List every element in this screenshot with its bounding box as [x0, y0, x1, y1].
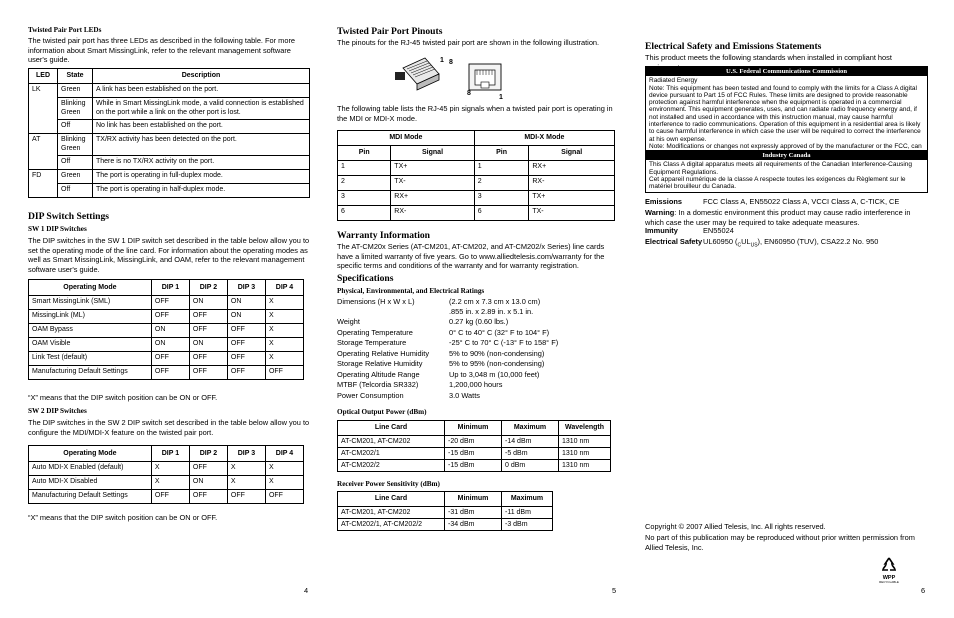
table-cell: X: [265, 324, 303, 338]
sw1-intro: The DIP switches in the SW 1 DIP switch set described in the table below allow you to set the operating mode of the line card. For information about the operating modes as well as Smart MissingLink, MissingLink, and OAM, refer to the relevant management software user's guide.: [28, 236, 310, 274]
table-cell: OFF: [265, 490, 303, 504]
table-row: [29, 338, 304, 352]
leds-intro: The twisted pair port has three LEDs as described in the following table. For more information about Smart MissingLink, refer to the relevant management software user's guide.: [28, 36, 296, 65]
spec-row: [337, 380, 502, 390]
spec-value: 5% to 90% (non-condensing): [449, 348, 545, 358]
table-row: [29, 476, 304, 490]
column-header: Minimum: [445, 421, 502, 436]
table-cell: OFF: [189, 490, 227, 504]
pin-table: [337, 130, 615, 221]
column-header: DIP 1: [151, 280, 189, 296]
column-header: Minimum: [445, 492, 502, 507]
table-row: [338, 191, 615, 206]
recycle-logo: [877, 557, 901, 584]
table-cell: RX-: [391, 206, 474, 221]
table-cell: 2: [474, 176, 529, 191]
spec-label: MTBF (Telcordia SR332): [337, 380, 419, 389]
table-cell: 1310 nm: [559, 460, 611, 472]
reproduction-notice: No part of this publication may be reproduced without prior written permission from Allied Telesis, Inc.: [645, 533, 915, 552]
led-name: FD: [29, 170, 58, 198]
safety-value: UL60950 $(_CUL_{US})$, EN60950 (TUV), CSA22.2 No. 950: [703, 237, 879, 249]
spec-value: -25° C to 70° C (-13° F to 158° F): [449, 338, 559, 347]
spec-row: [337, 317, 508, 327]
spec-row: [337, 338, 558, 348]
leds-heading: Twisted Pair Port LEDs: [28, 26, 102, 34]
sw2-heading: SW 2 DIP Switches: [28, 407, 87, 415]
table-cell: OFF: [227, 338, 265, 352]
spec-row: [337, 297, 540, 316]
table-cell: -15 dBm: [445, 448, 502, 460]
rj45-jack-icon: [469, 64, 501, 90]
spec-row: [337, 370, 539, 380]
page-number: 4: [304, 586, 309, 595]
column-header: Signal: [391, 146, 474, 161]
table-row: [338, 519, 553, 531]
led-table: [28, 68, 310, 198]
table-row: [338, 436, 611, 448]
logo-text: WPP: [882, 574, 896, 581]
mdi-mode-header: MDI Mode: [338, 131, 475, 146]
table-cell: -34 dBm: [445, 519, 502, 531]
table-row: [338, 206, 615, 221]
table-cell: AT-CM201, AT-CM202: [338, 507, 445, 519]
table-cell: 1310 nm: [559, 436, 611, 448]
table-cell: Manufacturing Default Settings: [29, 366, 152, 380]
ic-text-en: This Class A digital apparatus meets all requirements of the Canadian Interference-Causing Equipment Regulations.: [649, 161, 913, 176]
table-cell: OFF: [151, 352, 189, 366]
warning-label: Warning: [645, 208, 675, 217]
column-header: DIP 3: [227, 446, 265, 462]
led-state: Blinking Green: [58, 134, 93, 156]
spec-label: Storage Temperature: [337, 338, 407, 347]
table-cell: X: [265, 310, 303, 324]
ic-text-fr: Cet appareil numérique de la classe A respecte toutes les exigences du Règlement sur le matériel brouilleur du Canada.: [649, 175, 906, 191]
table-row: [29, 352, 304, 366]
table-row: [29, 324, 304, 338]
recycle-icon: [880, 557, 898, 573]
table-cell: ON: [151, 338, 189, 352]
spec-row: [337, 359, 544, 369]
optical-heading: Optical Output Power (dBm): [337, 408, 427, 416]
column-header: Pin: [474, 146, 529, 161]
mdix-mode-header: MDI-X Mode: [474, 131, 614, 146]
spec-label: Weight: [337, 317, 360, 326]
plug-pin-1: 1: [440, 57, 444, 64]
spec-value: 5% to 95% (non-condensing): [449, 359, 545, 368]
table-cell: TX+: [391, 161, 474, 176]
table-cell: 2: [338, 176, 391, 191]
led-description: The port is operating in full-duplex mode.: [93, 170, 310, 184]
jack-pin-1: 1: [499, 94, 503, 100]
table-cell: -14 dBm: [502, 436, 559, 448]
table-row: [29, 462, 304, 476]
pin-intro: The following table lists the RJ-45 pin signals when a twisted pair port is operating in the MDI or MDI-X mode.: [337, 104, 613, 123]
led-row: [29, 156, 310, 170]
column-header: State: [58, 69, 93, 84]
receiver-table: [337, 491, 553, 531]
table-cell: -20 dBm: [445, 436, 502, 448]
warning-paragraph: [645, 208, 927, 227]
column-header: DIP 2: [189, 280, 227, 296]
table-cell: Manufacturing Default Settings: [29, 490, 152, 504]
dip-heading: DIP Switch Settings: [28, 211, 110, 222]
table-row: [29, 310, 304, 324]
column-header: Maximum: [502, 492, 553, 507]
table-cell: AT-CM202/2: [338, 460, 445, 472]
led-description: While in Smart MissingLink mode, a valid connection is established on the port while a link on the other port is lost.: [93, 98, 310, 120]
emissions-intro: This product meets the following standards when installed in compliant host: [645, 53, 892, 62]
column-header: Description: [93, 69, 310, 84]
safety-label: Electrical Safety: [645, 237, 703, 246]
table-cell: OFF: [189, 462, 227, 476]
table-row: [29, 296, 304, 310]
column-header: Line Card: [338, 492, 445, 507]
specs-heading: Specifications: [337, 273, 394, 284]
table-cell: OFF: [189, 352, 227, 366]
sw2-table: [28, 445, 304, 504]
table-cell: 1310 nm: [559, 448, 611, 460]
table-cell: Auto MDI-X Disabled: [29, 476, 152, 490]
led-description: A link has been established on the port.: [93, 84, 310, 98]
sw1-table: [28, 279, 304, 380]
column-header: Signal: [529, 146, 615, 161]
table-cell: OFF: [227, 366, 265, 380]
table-cell: OAM Visible: [29, 338, 152, 352]
spec-row: [337, 391, 480, 401]
column-header: DIP 4: [265, 446, 303, 462]
table-cell: X: [265, 352, 303, 366]
pinouts-intro: The pinouts for the RJ-45 twisted pair port are shown in the following illustration.: [337, 38, 600, 47]
column-header: Line Card: [338, 421, 445, 436]
table-cell: 1: [338, 161, 391, 176]
warning-text: : In a domestic environment this product may cause radio interference in which case the user may be required to take adequate measures.: [645, 208, 911, 227]
table-cell: 1: [474, 161, 529, 176]
led-state: Off: [58, 120, 93, 134]
table-cell: TX+: [529, 191, 615, 206]
column-header: Pin: [338, 146, 391, 161]
warranty-text: The AT-CM20x Series (AT-CM201, AT-CM202, and AT-CM202/x Series) line cards have a limited warranty of five years. Go to www.alliedtelesis.com/warranty for the specific terms and conditions of the warranty and for warranty registration.: [337, 242, 605, 271]
spec-value: Up to 3,048 m (10,000 feet): [449, 369, 540, 379]
spec-label: Dimensions (H x W x L): [337, 297, 415, 306]
pinouts-heading: Twisted Pair Port Pinouts: [337, 26, 443, 37]
table-cell: -15 dBm: [445, 460, 502, 472]
table-cell: ON: [227, 296, 265, 310]
spec-label: Storage Relative Humidity: [337, 359, 423, 368]
table-cell: 6: [338, 206, 391, 221]
led-name: LK: [29, 84, 58, 134]
table-row: [338, 176, 615, 191]
table-cell: -11 dBm: [502, 507, 553, 519]
table-cell: X: [227, 476, 265, 490]
fcc-statement-box: [645, 66, 928, 160]
table-cell: X: [265, 476, 303, 490]
led-state: Green: [58, 84, 93, 98]
table-cell: OAM Bypass: [29, 324, 152, 338]
table-cell: OFF: [227, 324, 265, 338]
table-cell: ON: [227, 310, 265, 324]
spec-row: [337, 349, 544, 359]
table-row: [29, 366, 304, 380]
spec-label: Power Consumption: [337, 390, 404, 400]
spec-value: 1,200,000 hours: [449, 380, 503, 389]
table-cell: OFF: [189, 366, 227, 380]
table-cell: -31 dBm: [445, 507, 502, 519]
sw1-heading: SW 1 DIP Switches: [28, 225, 87, 233]
table-cell: X: [265, 462, 303, 476]
table-cell: ON: [189, 296, 227, 310]
led-state: Green: [58, 170, 93, 184]
ic-title: Industry Canada: [646, 151, 927, 160]
led-state: Blinking Green: [58, 98, 93, 120]
column-header: LED: [29, 69, 58, 84]
column-header: Maximum: [502, 421, 559, 436]
copyright: Copyright © 2007 Allied Telesis, Inc. All rights reserved.: [645, 522, 826, 531]
immunity-value: EN55024: [703, 226, 734, 235]
plug-pin-8: 8: [449, 59, 453, 66]
phys-heading: Physical, Environmental, and Electrical Ratings: [337, 287, 485, 295]
table-cell: OFF: [189, 310, 227, 324]
table-cell: AT-CM202/1: [338, 448, 445, 460]
table-cell: RX+: [391, 191, 474, 206]
led-row: [29, 184, 310, 198]
led-row: [29, 120, 310, 134]
fcc-note: Note: This equipment has been tested and found to comply with the limits for a Class A digital device pursuant to Part 15 of FCC Rules. These limits are designed to provide reasonable protection against harmful interference when the equipment is operated in a commercial environment. This equipment generates, uses, and can radiate radio frequency energy and, if not installed and used in accordance with this instruction manual, may cause harmful interference to radio communications. Operation of this equipment in a residential area is likely to cause harmful interference in which case the user will be required to correct the interference at his own expense.: [649, 84, 921, 143]
emissions-label: Emissions: [645, 197, 682, 206]
table-cell: 6: [474, 206, 529, 221]
led-description: TX/RX activity has been detected on the port.: [93, 134, 310, 156]
table-row: [338, 448, 611, 460]
table-cell: OFF: [189, 324, 227, 338]
spec-value: (2.2 cm x 7.3 cm x 13.0 cm): [449, 297, 541, 306]
spec-row: [337, 328, 549, 338]
spec-label: Operating Temperature: [337, 327, 413, 337]
table-cell: OFF: [227, 490, 265, 504]
industry-canada-box: [645, 150, 928, 193]
spec-label: Operating Altitude Range: [337, 369, 420, 379]
sw1-note: “X” means that the DIP switch position can be ON or OFF.: [28, 393, 218, 402]
table-cell: OFF: [227, 352, 265, 366]
immunity-label: Immunity: [645, 226, 678, 235]
table-cell: 0 dBm: [502, 460, 559, 472]
led-description: No link has been established on the port.: [93, 120, 310, 134]
led-state: Off: [58, 184, 93, 198]
spec-value: 0.27 kg (0.60 lbs.): [449, 317, 509, 326]
page-number: 5: [612, 586, 617, 595]
jack-pin-8: 8: [467, 90, 471, 97]
table-cell: RX-: [529, 176, 615, 191]
column-header: DIP 1: [151, 446, 189, 462]
table-cell: 3: [474, 191, 529, 206]
column-header: DIP 4: [265, 280, 303, 296]
table-cell: TX-: [391, 176, 474, 191]
fcc-title: U.S. Federal Communications Commission: [646, 67, 927, 76]
led-description: The port is operating in half-duplex mode.: [93, 184, 310, 198]
optical-table: [337, 420, 611, 472]
table-cell: AT-CM202/1, AT-CM202/2: [338, 519, 445, 531]
table-cell: X: [227, 462, 265, 476]
rj45-plug-icon: [395, 58, 439, 90]
table-row: [338, 460, 611, 472]
fcc-radiated-energy: Radiated Energy: [649, 77, 698, 85]
table-cell: X: [265, 296, 303, 310]
logo-subtext: RECYCLABLE: [879, 580, 899, 585]
led-row: [29, 134, 310, 156]
spec-value: 0° C to 40° C (32° F to 104° F): [449, 327, 550, 337]
table-row: [29, 490, 304, 504]
fcc-modification-note: Note: Modifications or changes not expressly approved of by the manufacturer or the FCC, can: [649, 142, 922, 150]
table-cell: OFF: [151, 490, 189, 504]
led-row: [29, 84, 310, 98]
column-header: Operating Mode: [29, 280, 152, 296]
emissions-row: [645, 197, 899, 207]
table-cell: OFF: [265, 366, 303, 380]
table-row: [338, 161, 615, 176]
table-cell: AT-CM201, AT-CM202: [338, 436, 445, 448]
receiver-heading: Receiver Power Sensitivity (dBm): [337, 480, 440, 488]
spec-value: 3.0 Watts: [449, 390, 480, 400]
table-cell: ON: [189, 476, 227, 490]
page-number: 6: [921, 586, 926, 595]
table-cell: 3: [338, 191, 391, 206]
led-description: There is no TX/RX activity on the port.: [93, 156, 310, 170]
table-row: [338, 507, 553, 519]
table-cell: ON: [151, 324, 189, 338]
sw2-intro: The DIP switches in the SW 2 DIP switch set described in the table below allow you to configure the MDI/MDI-X feature on the twisted pair port.: [28, 418, 310, 437]
table-cell: -3 dBm: [502, 519, 553, 531]
column-header: DIP 3: [227, 280, 265, 296]
emissions-heading: Electrical Safety and Emissions Statements: [645, 41, 822, 52]
table-cell: X: [151, 462, 189, 476]
table-cell: Auto MDI-X Enabled (default): [29, 462, 152, 476]
led-row: [29, 170, 310, 184]
rj45-illustration: [395, 52, 515, 100]
column-header: Operating Mode: [29, 446, 152, 462]
immunity-row: [645, 226, 734, 236]
table-cell: RX+: [529, 161, 615, 176]
column-header: DIP 2: [189, 446, 227, 462]
safety-row: [645, 237, 878, 249]
table-cell: X: [151, 476, 189, 490]
column-header: Wavelength: [559, 421, 611, 436]
table-cell: Smart MissingLink (SML): [29, 296, 152, 310]
table-cell: -5 dBm: [502, 448, 559, 460]
table-cell: MissingLink (ML): [29, 310, 152, 324]
led-state: Off: [58, 156, 93, 170]
sw2-note: “X” means that the DIP switch position can be ON or OFF.: [28, 513, 218, 522]
led-name: AT: [29, 134, 58, 170]
spec-label: Operating Relative Humidity: [337, 348, 430, 358]
table-cell: OFF: [151, 296, 189, 310]
spec-value-imperial: .855 in. x 2.89 in. x 5.1 in.: [449, 306, 534, 316]
table-cell: ON: [189, 338, 227, 352]
table-cell: TX-: [529, 206, 615, 221]
warranty-heading: Warranty Information: [337, 230, 430, 241]
table-cell: X: [265, 338, 303, 352]
led-row: [29, 98, 310, 120]
emissions-value: FCC Class A, EN55022 Class A, VCCI Class A, C-TICK, CE: [703, 197, 900, 206]
table-cell: OFF: [151, 310, 189, 324]
table-cell: Link Test (default): [29, 352, 152, 366]
table-cell: OFF: [151, 366, 189, 380]
